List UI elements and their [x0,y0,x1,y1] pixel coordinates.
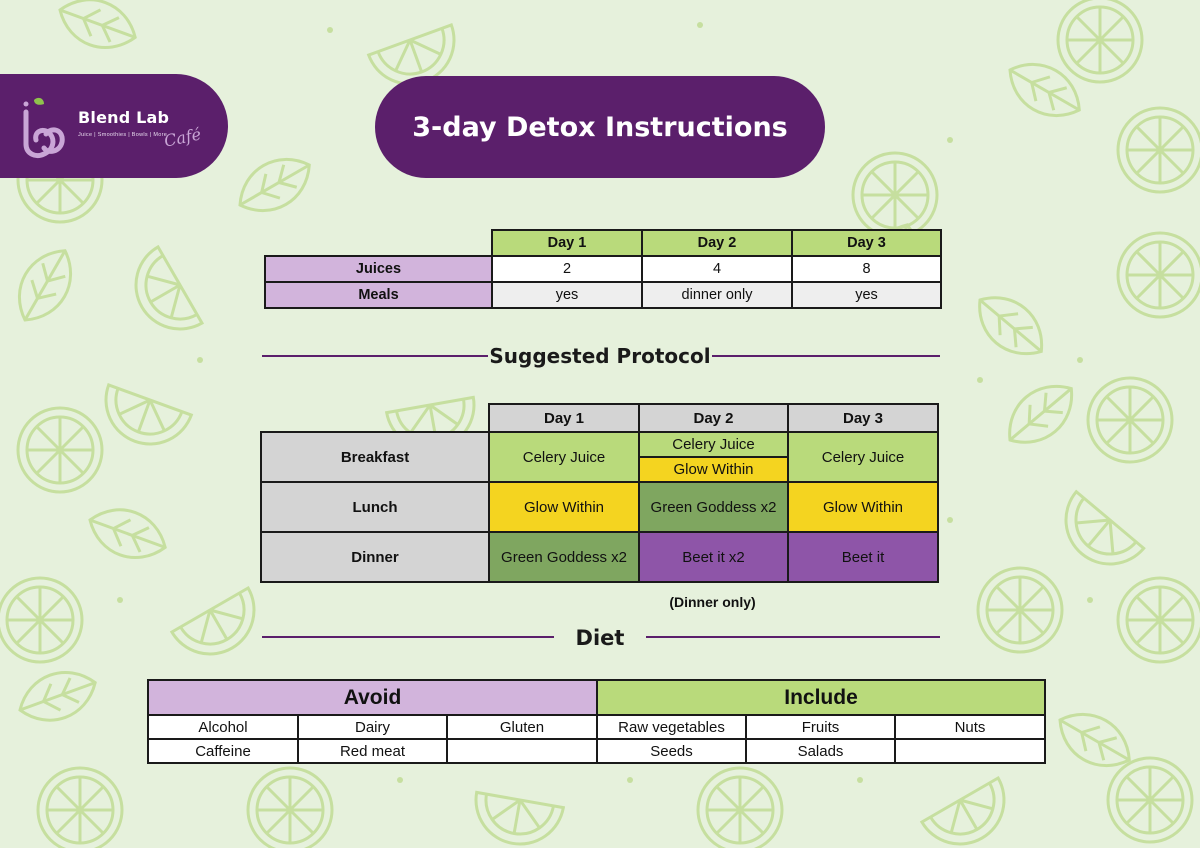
meal-label-lunch: Lunch [261,482,489,532]
overview-empty-corner [265,230,492,256]
dinner-day1: Green Goddess x2 [489,532,639,582]
title-banner [375,76,825,178]
protocol-day3-header: Day 3 [788,404,938,432]
section-divider-left [262,355,488,357]
brand-name: Blend Lab [78,108,170,127]
page-title: 3-day Detox Instructions [412,111,788,143]
lunch-day2: Green Goddess x2 [639,482,788,532]
juices-day1: 2 [492,256,642,282]
include-header: Include [597,680,1045,715]
breakfast-day1: Celery Juice [489,432,639,482]
brand-logo-pill [0,74,228,178]
avoid-item: Gluten [447,715,597,739]
protocol-day2-header: Day 2 [639,404,788,432]
dinner-day3: Beet it [788,532,938,582]
overview-day3-header: Day 3 [792,230,941,256]
breakfast-day3: Celery Juice [788,432,938,482]
protocol-heading: Suggested Protocol [489,344,711,368]
dinner-day2: Beet it x2 [639,532,788,582]
section-divider-right [712,355,940,357]
diet-heading: Diet [575,626,625,650]
include-item: Fruits [746,715,895,739]
avoid-header: Avoid [148,680,597,715]
meal-label-dinner: Dinner [261,532,489,582]
protocol-day1-header: Day 1 [489,404,639,432]
blend-lab-logo-icon [16,92,76,162]
protocol-empty-corner [261,404,489,432]
dinner-only-note: (Dinner only) [669,594,756,610]
diet-divider-left [262,636,554,638]
avoid-item: Caffeine [148,739,298,763]
avoid-item: Dairy [298,715,447,739]
include-item: Nuts [895,715,1045,739]
lunch-day1: Glow Within [489,482,639,532]
include-item: Salads [746,739,895,763]
include-item: Seeds [597,739,746,763]
avoid-item: Red meat [298,739,447,763]
overview-day1-header: Day 1 [492,230,642,256]
avoid-item [447,739,597,763]
juices-day3: 8 [792,256,941,282]
brand-cafe: Café [162,124,203,151]
breakfast-day2-first: Celery Juice [640,433,787,458]
breakfast-day2-second: Glow Within [640,458,787,481]
avoid-item: Alcohol [148,715,298,739]
breakfast-day2 [639,432,788,482]
include-item [895,739,1045,763]
meals-day3: yes [792,282,941,308]
meal-label-breakfast: Breakfast [261,432,489,482]
meals-day2: dinner only [642,282,792,308]
overview-day2-header: Day 2 [642,230,792,256]
protocol-table [260,403,939,583]
diet-divider-right [646,636,940,638]
meals-day1: yes [492,282,642,308]
juices-day2: 4 [642,256,792,282]
overview-row-label-juices: Juices [265,256,492,282]
brand-tagline: Juice | Smoothies | Bowls | More [78,132,168,138]
include-item: Raw vegetables [597,715,746,739]
overview-row-label-meals: Meals [265,282,492,308]
diet-table [147,679,1046,764]
lunch-day3: Glow Within [788,482,938,532]
overview-table [264,229,942,309]
